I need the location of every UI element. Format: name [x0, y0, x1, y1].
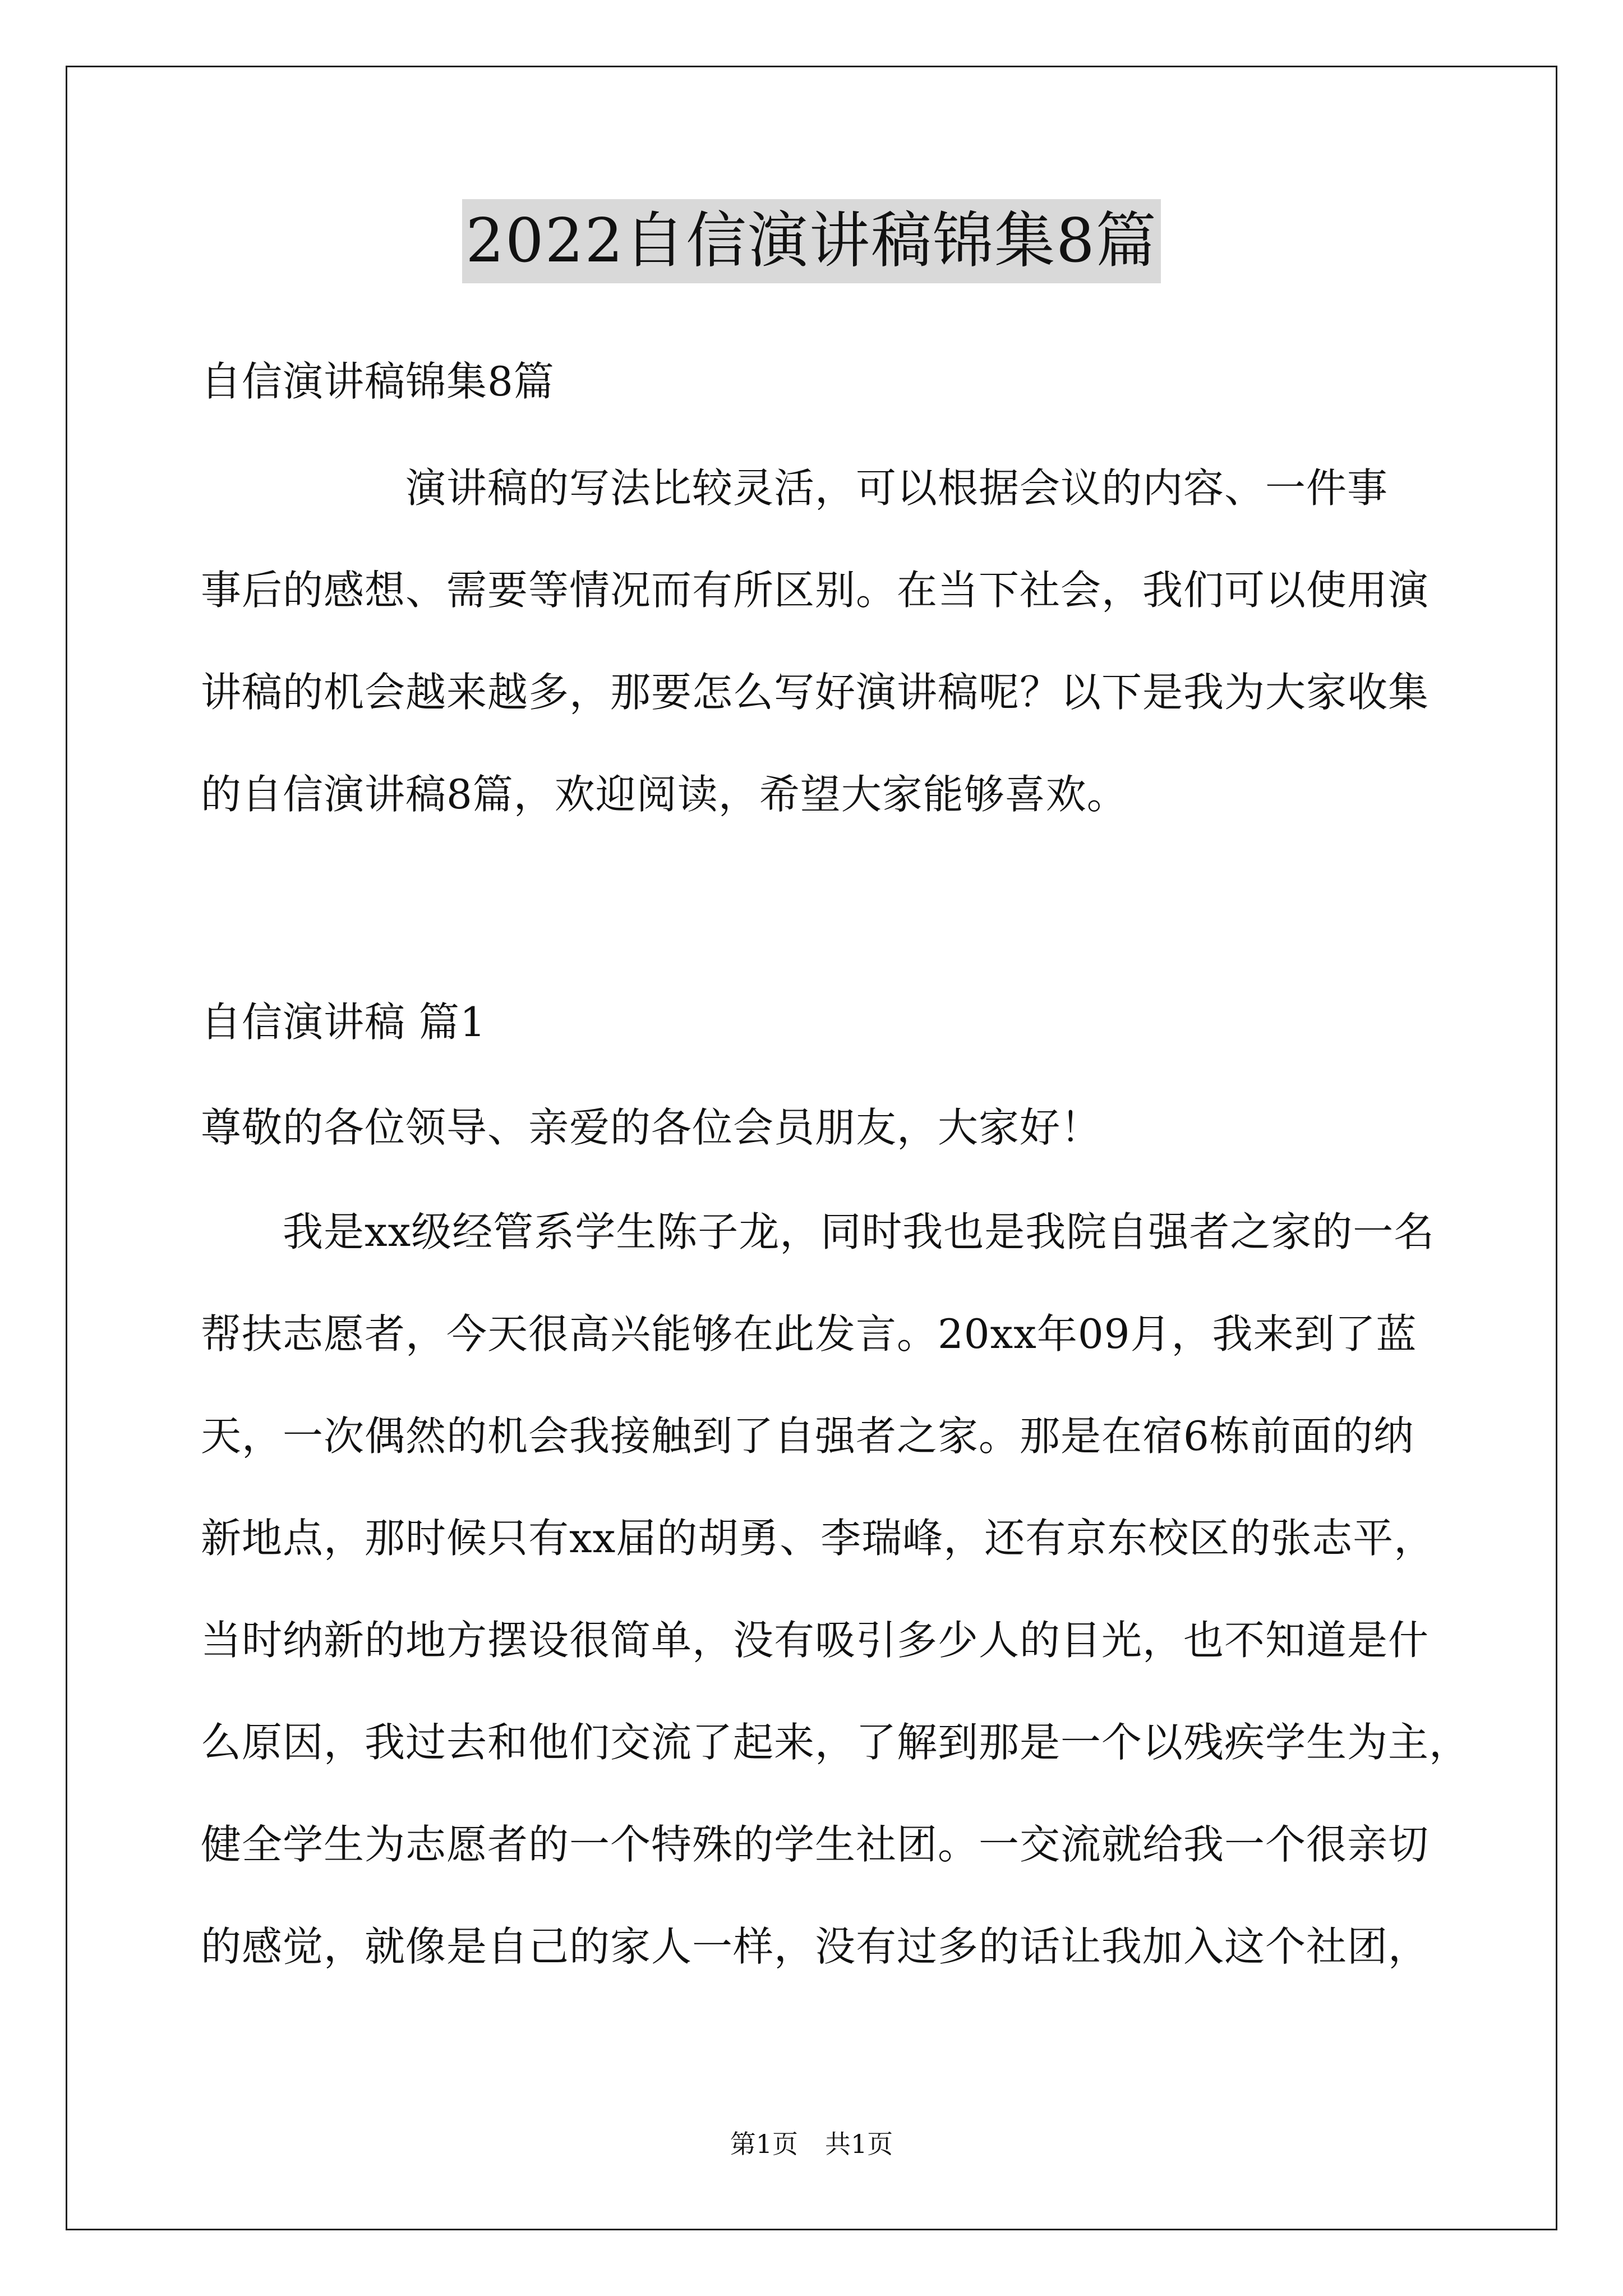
- document-title: 2022自信演讲稿锦集8篇: [462, 199, 1161, 283]
- body-line: 事后的感想、需要等情况而有所区别。在当下社会，我们可以使用演: [201, 567, 1430, 614]
- body-line: 帮扶志愿者，今天很高兴能够在此发言。20xx年09月，我来到了蓝: [201, 1310, 1417, 1358]
- page-total: 共1页: [825, 2129, 893, 2159]
- body-line: 我是xx级经管系学生陈子龙，同时我也是我院自强者之家的一名: [201, 1208, 1435, 1255]
- title-container: [0, 199, 1623, 283]
- body-line: 的自信演讲稿8篇，欢迎阅读，希望大家能够喜欢。: [201, 771, 1128, 818]
- body-line: 的感觉，就像是自己的家人一样，没有过多的话让我加入这个社团，: [201, 1923, 1430, 1970]
- page-number: 第1页: [730, 2129, 798, 2159]
- greeting-line: 尊敬的各位领导、亲爱的各位会员朋友，大家好！: [201, 1104, 1102, 1151]
- body-line: 讲稿的机会越来越多，那要怎么写好演讲稿呢？以下是我为大家收集: [201, 669, 1430, 716]
- body-line: 健全学生为志愿者的一个特殊的学生社团。一交流就给我一个很亲切: [201, 1821, 1430, 1868]
- body-line: 新地点，那时候只有xx届的胡勇、李瑞峰，还有京东校区的张志平，: [201, 1515, 1435, 1562]
- body-line: 天，一次偶然的机会我接触到了自强者之家。那是在宿6栋前面的纳: [201, 1412, 1414, 1460]
- body-line: 当时纳新的地方摆设很简单，没有吸引多少人的目光，也不知道是什: [201, 1617, 1430, 1664]
- section-heading: 自信演讲稿 篇1: [201, 999, 486, 1046]
- page-footer: [0, 2127, 1623, 2161]
- body-line: 演讲稿的写法比较灵活，可以根据会议的内容、一件事: [201, 464, 1389, 512]
- body-line: 么原因，我过去和他们交流了起来，了解到那是一个以残疾学生为主，: [201, 1719, 1470, 1766]
- subtitle-line: 自信演讲稿锦集8篇: [201, 358, 555, 405]
